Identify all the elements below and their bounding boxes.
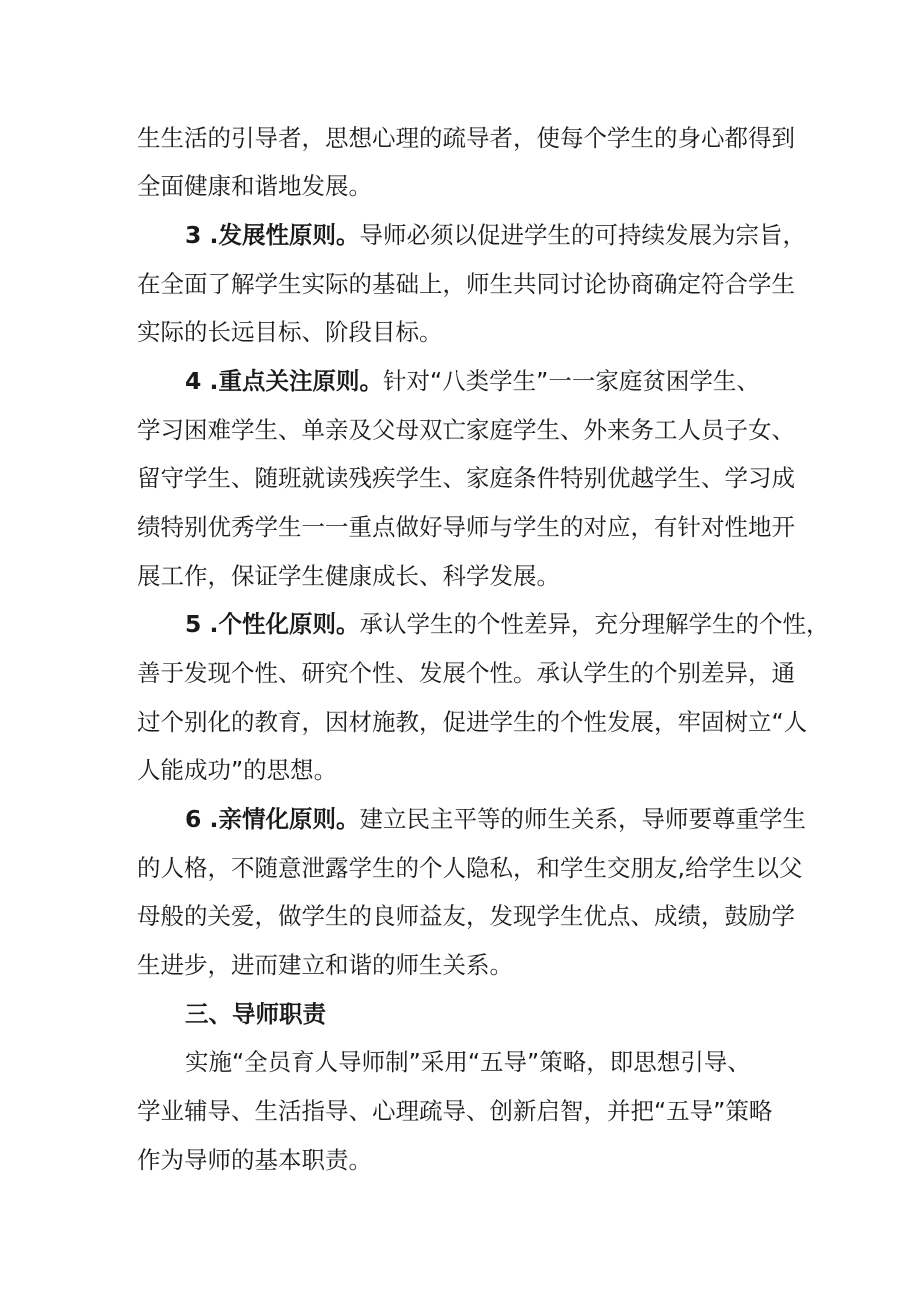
paragraph-line: 留守学生、随班就读残疾学生、家庭条件特别优越学生、学习成 xyxy=(137,464,795,492)
principle-5-first-line xyxy=(185,604,829,644)
paragraph-line: 绩特别优秀学生一一重点做好导师与学生的对应，有针对性地开 xyxy=(137,513,795,541)
paragraph-line: 人能成功”的思想。 xyxy=(137,756,338,784)
principle-6-title: 6 .亲情化原则。 xyxy=(185,805,360,833)
principle-3-first-line xyxy=(185,215,806,255)
principle-6-first-line xyxy=(185,799,806,839)
principle-5-title: 5 .个性化原则。 xyxy=(185,610,360,638)
paragraph-line: 生进步，进而建立和谐的师生关系。 xyxy=(137,951,513,979)
paragraph-line: 展工作，保证学生健康成长、科学发展。 xyxy=(137,562,560,590)
principle-6-text: 建立民主平等的师生关系，导师要尊重学生 xyxy=(359,805,806,833)
paragraph-line: 过个别化的教育，因材施教，促进学生的个性发展，牢固树立“人 xyxy=(137,708,808,736)
paragraph-line: 善于发现个性、研究个性、发展个性。承认学生的个别差异，通 xyxy=(137,659,795,687)
paragraph-line: 学业辅导、生活指导、心理疏导、创新启智，并把“五导”策略 xyxy=(137,1097,773,1125)
paragraph-line: 母般的关爱，做学生的良师益友，发现学生优点、成绩，鼓励学 xyxy=(137,902,795,930)
paragraph-line: 学习困难学生、单亲及父母双亡家庭学生、外来务工人员子女、 xyxy=(137,416,795,444)
principle-3-title: 3 .发展性原则。 xyxy=(185,221,360,249)
paragraph-line: 的人格，不随意泄露学生的个人隐私，和学生交朋友,给学生以父 xyxy=(137,854,803,882)
paragraph-line: 在全面了解学生实际的基础上，师生共同讨论协商确定符合学生 xyxy=(137,270,795,298)
section-heading: 三、导师职责 xyxy=(185,1000,326,1028)
principle-5-text: 承认学生的个性差异，充分理解学生的个性， xyxy=(359,610,830,638)
principle-4-title: 4 .重点关注原则。 xyxy=(185,367,383,395)
principle-3-text: 导师必须以促进学生的可持续发展为宗旨， xyxy=(359,221,806,249)
paragraph-line: 生生活的引导者，思想心理的疏导者，使每个学生的身心都得到 xyxy=(137,124,795,152)
paragraph-line: 全面健康和谐地发展。 xyxy=(137,172,372,200)
paragraph-line: 实际的长远目标、阶段目标。 xyxy=(137,318,443,346)
paragraph-line: 实施“全员育人导师制”采用“五导”策略，即思想引导、 xyxy=(185,1048,751,1076)
paragraph-line: 作为导师的基本职责。 xyxy=(137,1146,372,1174)
principle-4-first-line xyxy=(185,361,760,401)
principle-4-text: 针对“八类学生”一一家庭贫困学生、 xyxy=(382,367,760,395)
